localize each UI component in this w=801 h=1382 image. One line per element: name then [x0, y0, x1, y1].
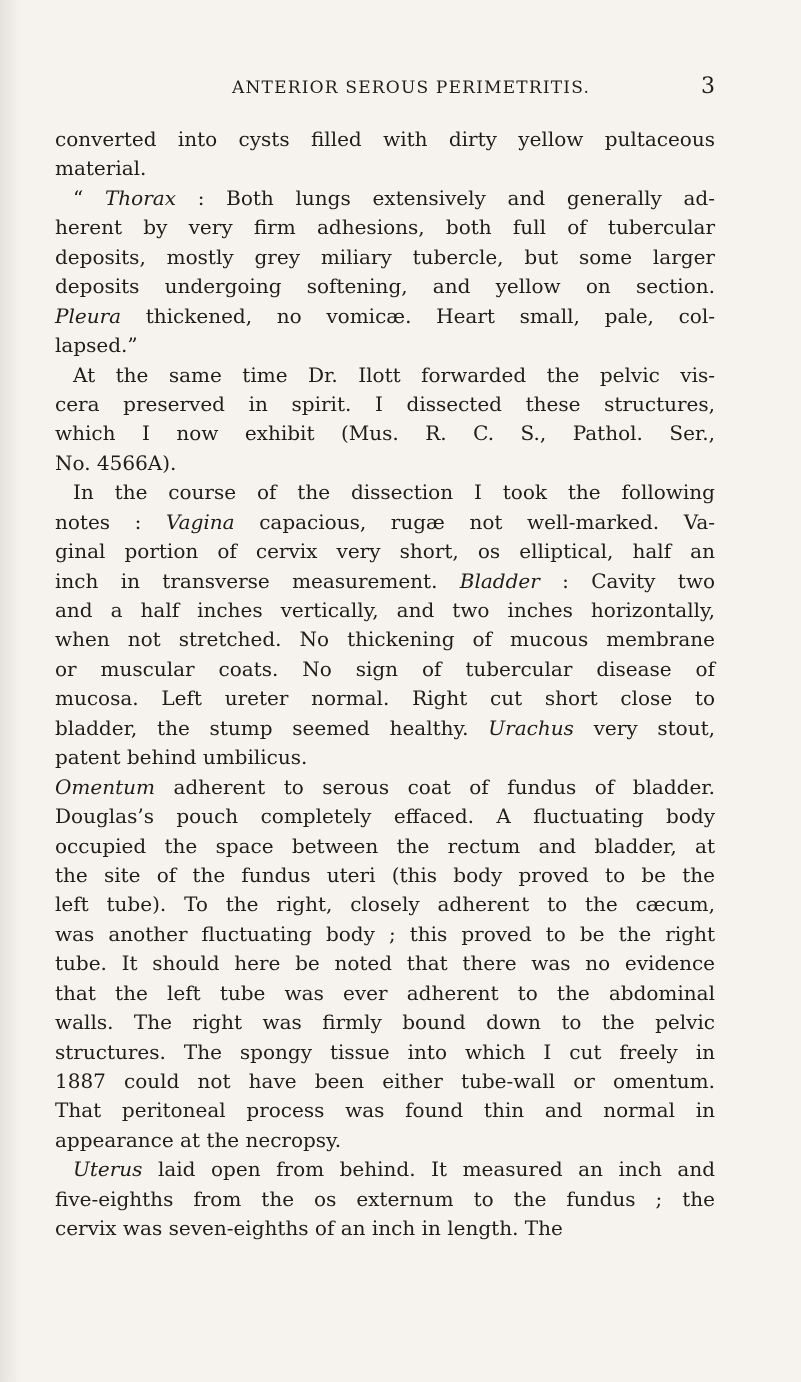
text-segment: mucosa. Left ureter normal. Right cut short close to — [55, 686, 715, 711]
text-line — [55, 272, 715, 301]
text-segment: “ — [73, 185, 105, 210]
text-segment: walls. The right was firmly bound down to the pelvic — [55, 1010, 715, 1035]
text-segment: lapsed.” — [55, 333, 138, 358]
text-segment: cervix was seven-eighths of an inch in length. The — [55, 1216, 563, 1241]
text-line — [55, 419, 715, 448]
text-segment: 1887 could not have been either tube-wall or omentum. — [55, 1069, 715, 1093]
text-segment: That peritoneal process was found thin and normal in — [55, 1098, 715, 1123]
text-line — [55, 890, 715, 919]
text-line — [55, 478, 715, 507]
text-line — [55, 361, 715, 390]
text-segment: which I now exhibit (Mus. R. C. S., Pathol. Ser., — [55, 421, 715, 446]
text-line — [55, 154, 715, 183]
text-segment: appearance at the necropsy. — [55, 1127, 342, 1152]
text-line — [55, 1038, 715, 1067]
text-line — [55, 773, 715, 802]
text-segment: the site of the fundus uteri (this body proved to be the — [55, 862, 715, 887]
text-segment: In the course of the dissection I took the following — [73, 480, 715, 505]
italic-term: Pleura — [55, 303, 122, 328]
page-header — [0, 74, 801, 104]
text-segment: was another fluctuating body ; this proved to be the right — [55, 921, 715, 946]
text-segment: deposits, mostly grey miliary tubercle, but some larger — [55, 244, 715, 269]
text-line — [55, 743, 715, 772]
text-line — [55, 802, 715, 831]
text-segment: inch in transverse measurement. — [55, 568, 460, 593]
text-segment: adherent to serous coat of fundus of bladder. — [154, 774, 715, 799]
italic-term: Uterus — [73, 1157, 143, 1182]
text-line — [55, 596, 715, 625]
page-number: 3 — [701, 74, 715, 99]
text-line — [55, 979, 715, 1008]
text-line — [55, 861, 715, 890]
text-segment: : Both lungs extensively and generally ad- — [175, 185, 715, 210]
text-line — [55, 243, 715, 272]
text-line — [55, 949, 715, 978]
text-line — [55, 184, 715, 213]
text-line — [55, 1096, 715, 1125]
text-line — [55, 684, 715, 713]
text-line — [55, 655, 715, 684]
text-line — [55, 1008, 715, 1037]
body-text — [55, 125, 715, 1244]
italic-term: Urachus — [488, 715, 574, 740]
text-segment: At the same time Dr. Ilott forwarded the pelvic vis- — [73, 362, 715, 387]
text-line — [55, 1155, 715, 1184]
italic-term: Bladder — [459, 568, 540, 593]
text-segment: deposits undergoing softening, and yellow on section. — [55, 274, 715, 299]
italic-term: Omentum — [55, 774, 155, 799]
text-line — [55, 1214, 715, 1243]
text-segment: occupied the space between the rectum and bladder, at — [55, 833, 715, 858]
text-segment: thickened, no vomicæ. Heart small, pale, col- — [121, 303, 715, 328]
text-segment: Douglas’s pouch completely effaced. A fluctuating body — [55, 804, 715, 829]
text-segment: tube. It should here be noted that there was no evidence — [55, 951, 715, 976]
italic-term: Thorax — [104, 185, 176, 210]
text-segment: when not stretched. No thickening of mucous membrane — [55, 627, 715, 652]
text-segment: No. 4566A). — [55, 450, 177, 475]
text-line — [55, 567, 715, 596]
text-line — [55, 1185, 715, 1214]
text-line — [55, 832, 715, 861]
text-segment: structures. The spongy tissue into which I cut freely in — [55, 1039, 715, 1064]
text-line — [55, 390, 715, 419]
text-line — [55, 213, 715, 242]
text-segment: patent behind umbilicus. — [55, 745, 308, 770]
text-line — [55, 302, 715, 331]
text-line — [55, 625, 715, 654]
text-line — [55, 714, 715, 743]
text-segment: ginal portion of cervix very short, os elliptical, half an — [55, 539, 715, 564]
text-line — [55, 537, 715, 566]
text-segment: cera preserved in spirit. I dissected these structures, — [55, 391, 715, 416]
text-line — [55, 920, 715, 949]
text-segment: that the left tube was ever adherent to the abdominal — [55, 980, 715, 1005]
running-title: ANTERIOR SEROUS PERIMETRITIS. — [232, 78, 591, 98]
text-segment: converted into cysts filled with dirty yellow pultaceous — [55, 127, 715, 151]
text-segment: material. — [55, 156, 147, 181]
text-segment: bladder, the stump seemed healthy. — [55, 715, 489, 740]
text-segment: : Cavity two — [539, 568, 716, 593]
text-line — [55, 331, 715, 360]
text-line — [55, 125, 715, 154]
text-segment: very stout, — [573, 715, 715, 740]
italic-term: Vagina — [166, 509, 235, 534]
text-segment: left tube). To the right, closely adherent to the cæcum, — [55, 892, 715, 917]
text-segment: herent by very firm adhesions, both full of tubercular — [55, 215, 715, 240]
text-line — [55, 449, 715, 478]
text-line — [55, 1126, 715, 1155]
text-segment: notes : — [55, 509, 167, 534]
text-segment: and a half inches vertically, and two inches horizontally, — [55, 598, 715, 622]
text-segment: laid open from behind. It measured an inch and — [142, 1157, 715, 1182]
text-segment: capacious, rugæ not well-marked. Va- — [234, 509, 716, 534]
text-segment: five-eighths from the os externum to the fundus ; the — [55, 1186, 715, 1211]
text-line — [55, 1067, 715, 1096]
text-line — [55, 508, 715, 537]
text-segment: or muscular coats. No sign of tubercular disease of — [55, 656, 715, 681]
